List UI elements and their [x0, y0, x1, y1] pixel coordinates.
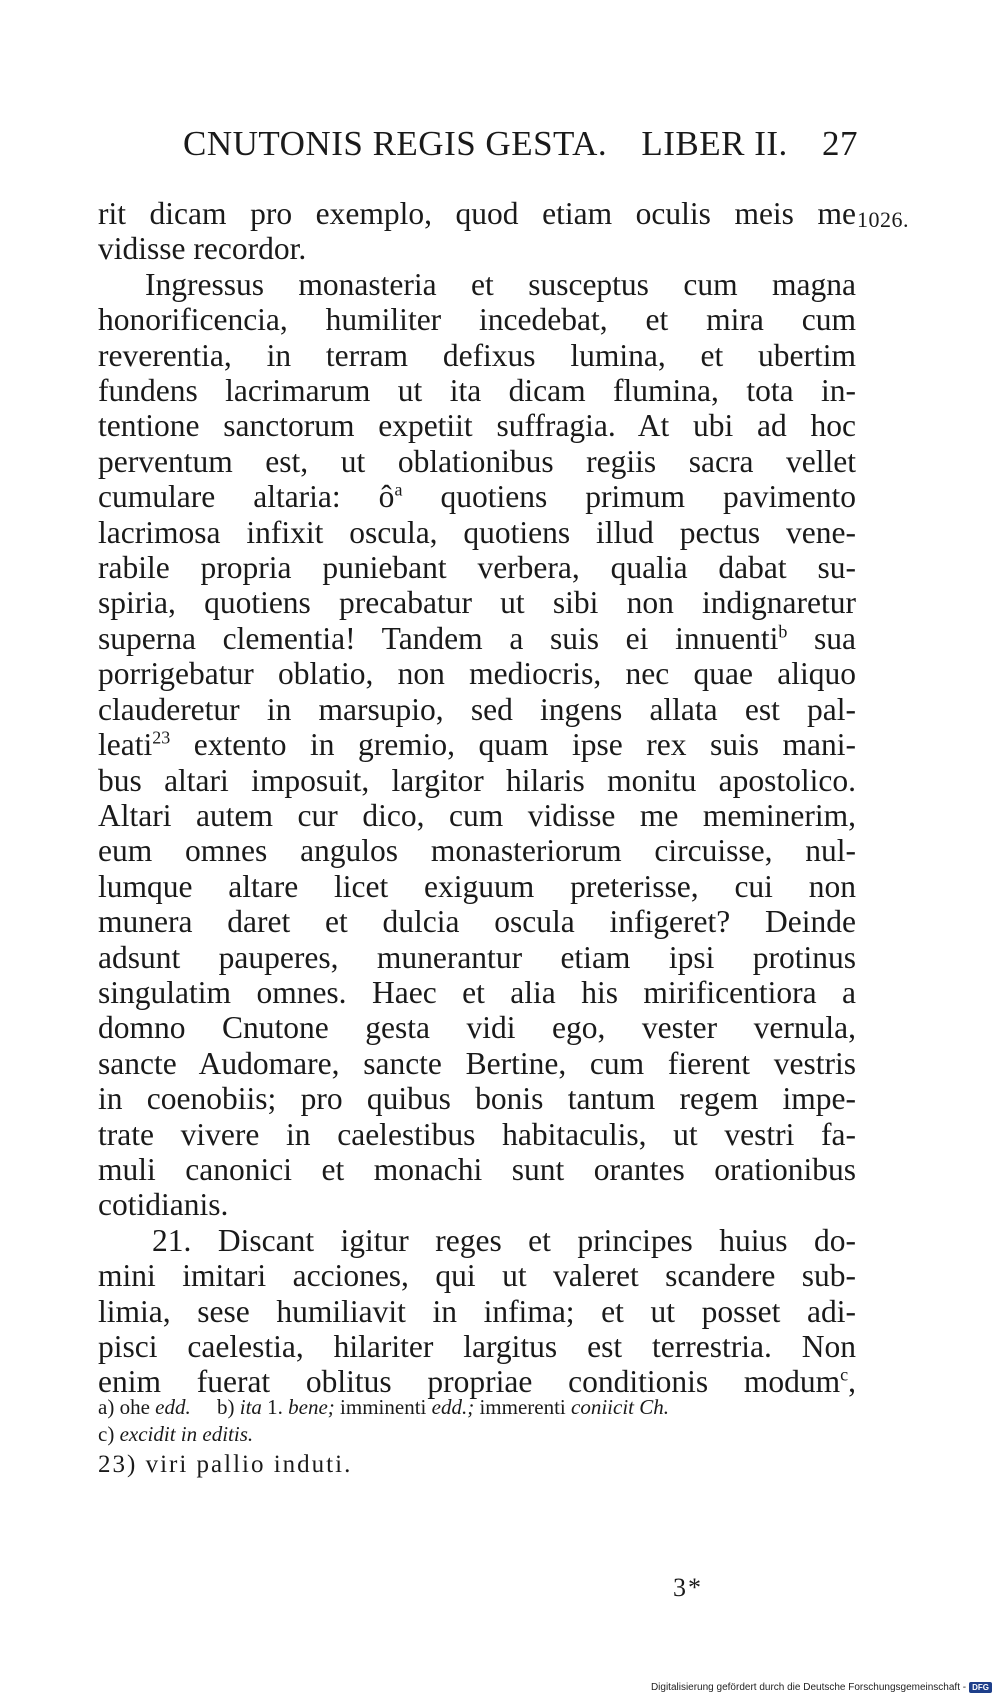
- footnote-text: 1.: [267, 1395, 283, 1419]
- header-title: CNUTONIS REGIS GESTA.: [183, 124, 608, 163]
- text-line: domno Cnutone gesta vidi ego, vester vernula,: [98, 1010, 856, 1046]
- text-line: clauderetur in marsupio, sed ingens allata est pal-: [98, 691, 856, 727]
- text-line: honorificencia, humiliter incedebat, et mira cum: [98, 302, 856, 338]
- text-line: Altari autem cur dico, cum vidisse me meminerim,: [98, 797, 856, 833]
- text-fragment: extento in gremio, quam ipse rex suis mani-: [193, 727, 857, 763]
- footnote-text: bene;: [288, 1395, 335, 1419]
- footnote-text: imminenti: [340, 1395, 427, 1419]
- text-line: spiria, quotiens precabatur ut sibi non indignaretur: [98, 585, 856, 621]
- text-fragment: ,: [848, 1364, 856, 1400]
- dfg-logo-icon: DFG: [969, 1682, 992, 1693]
- text-line: lacrimosa infixit oscula, quotiens illud pectus vene-: [98, 514, 856, 550]
- footnote-label: b): [216, 1395, 235, 1419]
- text-line: pisci caelestia, hilariter largitus est terrestria. Non: [98, 1329, 856, 1364]
- text-line: muli canonici et monachi sunt orantes orationibus: [98, 1151, 856, 1187]
- text-line: perventum est, ut oblationibus regiis sacra vellet: [98, 443, 856, 479]
- text-line: in coenobiis; pro quibus bonis tantum regem impe-: [98, 1081, 856, 1117]
- text-line: [98, 727, 856, 762]
- text-line: vidisse recordor.: [98, 231, 307, 267]
- text-fragment: enim fuerat oblitus propriae conditionis modum: [98, 1364, 841, 1400]
- text-line: cotidianis.: [98, 1187, 229, 1223]
- credit-text: Digitalisierung gefördert durch die Deutsche Forschungsgemeinschaft -: [650, 1682, 967, 1693]
- signature-mark: 3*: [673, 1573, 703, 1602]
- text-line: bus altari imposuit, largitor hilaris monitu apostolico.: [98, 762, 856, 798]
- text-line: [98, 1223, 856, 1258]
- footnote-a-b: [98, 1394, 858, 1421]
- text-fragment: superna clementia! Tandem a suis ei innuenti: [98, 620, 779, 656]
- footnote-text: edd.;: [431, 1395, 475, 1419]
- header-book: LIBER II.: [641, 124, 788, 163]
- footnote-text: ita: [239, 1395, 262, 1419]
- footnotes: [98, 1394, 858, 1448]
- margin-year: 1026.: [857, 207, 909, 232]
- footnote-mark-23: 23: [152, 727, 171, 748]
- text-line: eum omnes angulos monasteriorum circuisse, nul-: [98, 833, 856, 869]
- section-number: 21.: [152, 1222, 192, 1258]
- text-line: trate vivere in caelestibus habitaculis, ut vestri fa-: [98, 1116, 856, 1152]
- footnote-mark-a: a: [394, 479, 403, 500]
- text-line: lumque altare licet exiguum preterisse, cui non: [98, 868, 856, 904]
- footnote-label: a): [98, 1395, 115, 1419]
- footnote-text: coniicit Ch.: [571, 1395, 670, 1419]
- text-line: limia, sese humiliavit in infima; et ut posset adi-: [98, 1293, 856, 1329]
- text-line: sancte Audomare, sancte Bertine, cum fierent vestris: [98, 1045, 856, 1081]
- text-line: porrigebatur oblatio, non mediocris, nec quae aliquo: [98, 656, 856, 692]
- footnote-c: [98, 1421, 858, 1448]
- text-line: mini imitari acciones, qui ut valeret scandere sub-: [98, 1258, 856, 1294]
- text-fragment: sua: [814, 620, 856, 656]
- footnote-text: ohe: [119, 1395, 150, 1419]
- text-line: fundens lacrimarum ut ita dicam flumina, tota in-: [98, 373, 856, 409]
- footnote-mark-b: b: [778, 621, 788, 642]
- text-line: rabile propria puniebant verbera, qualia dabat su-: [98, 550, 856, 586]
- footnote-text: immerenti: [479, 1395, 566, 1419]
- text-fragment: leati: [98, 727, 153, 763]
- main-text: [98, 196, 856, 1400]
- text-fragment: Discant igitur reges et principes huius do-: [217, 1222, 856, 1258]
- text-fragment: quotiens primum pavimento: [440, 479, 856, 515]
- text-line: [98, 621, 856, 656]
- digitization-credit: [651, 1682, 992, 1693]
- text-fragment: cumulare altaria: ô: [98, 479, 395, 515]
- running-header: [183, 124, 858, 164]
- text-line: adsunt pauperes, munerantur etiam ipsi protinus: [98, 939, 856, 975]
- text-line: rit dicam pro exemplo, quod etiam oculis meis me: [98, 196, 856, 231]
- footnote-label: c): [98, 1422, 115, 1446]
- footnote-text: edd.: [155, 1395, 191, 1419]
- footnote-23: 23) viri pallio induti.: [98, 1451, 353, 1478]
- text-line: singulatim omnes. Haec et alia his mirificentiora a: [98, 974, 856, 1010]
- text-line: tentione sanctorum expetiit suffragia. At ubi ad hoc: [98, 408, 856, 444]
- text-line: reverentia, in terram defixus lumina, et ubertim: [98, 337, 856, 373]
- footnote-mark-c: c: [840, 1364, 849, 1385]
- footnote-text: excidit in editis.: [119, 1422, 254, 1446]
- text-line: [98, 479, 856, 514]
- page-number: 27: [822, 124, 858, 163]
- text-line: Ingressus monasteria et susceptus cum magna: [145, 266, 856, 302]
- text-line: munera daret et dulcia oscula infigeret? Deinde: [98, 904, 856, 940]
